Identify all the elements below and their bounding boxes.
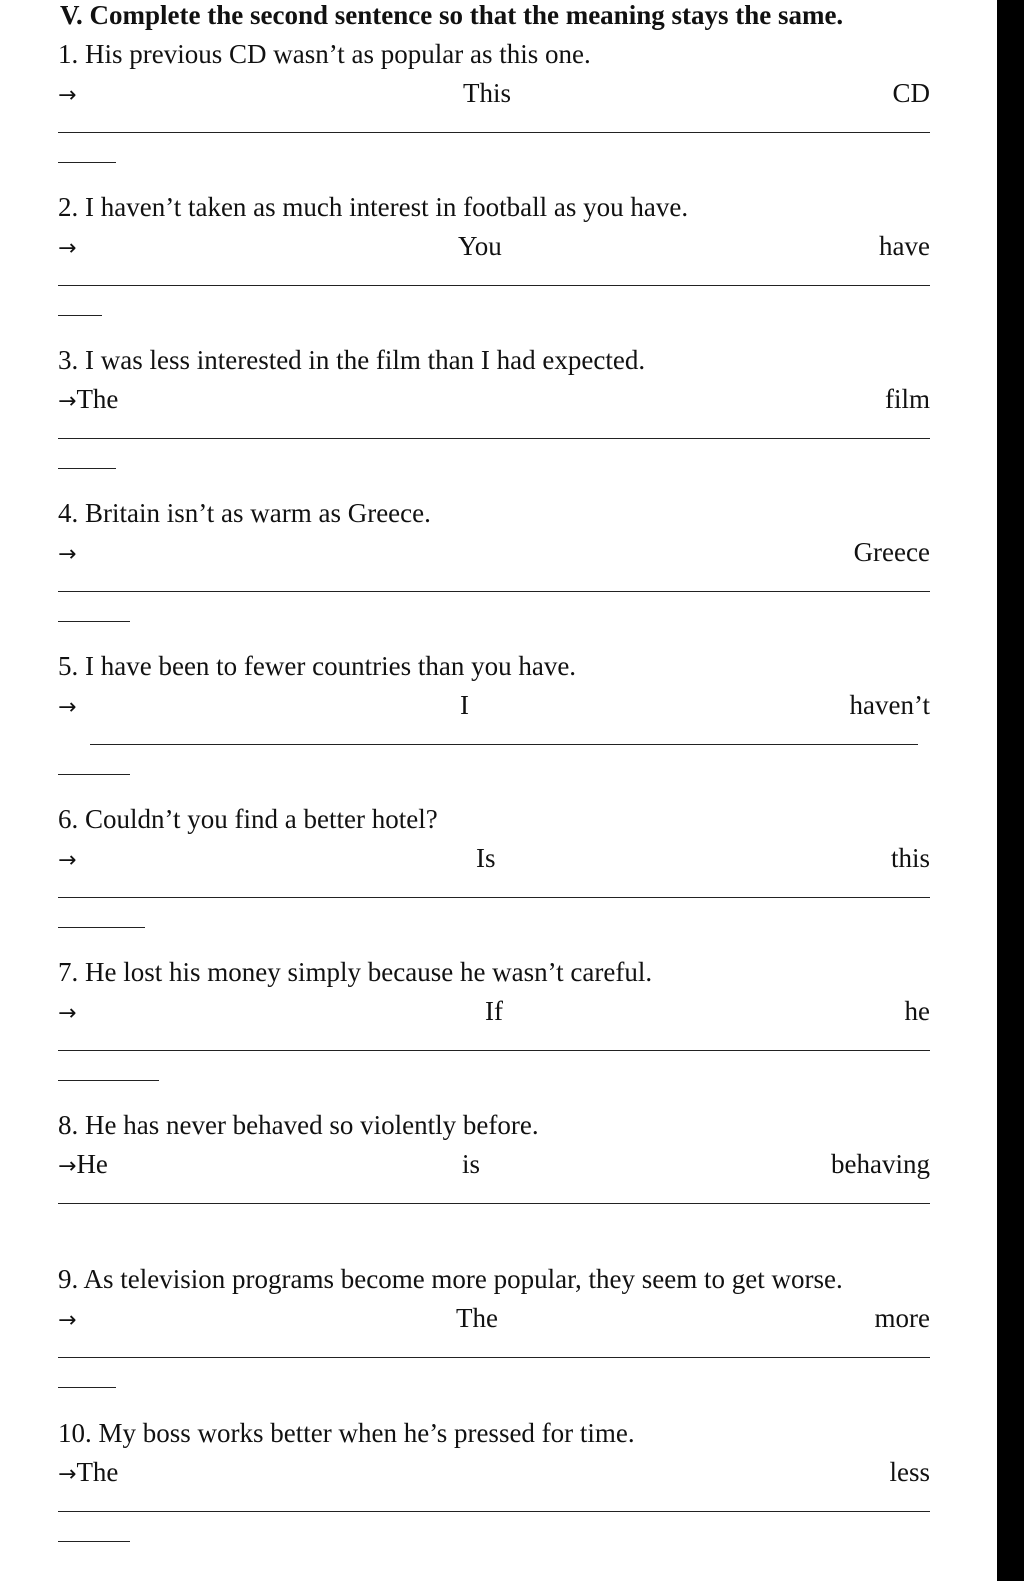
answer-cue-end: behaving — [831, 1149, 930, 1179]
arrow-icon: → — [58, 1001, 77, 1026]
question-prompt: 9. As television programs become more popular, they seem to get worse. — [58, 1264, 843, 1294]
arrow-icon: → — [58, 695, 77, 720]
answer-cue-middle: is — [462, 1149, 481, 1179]
answer-line-continuation[interactable] — [58, 621, 130, 622]
answer-line[interactable] — [58, 897, 930, 898]
answer-row — [58, 535, 938, 569]
question-prompt: 3. I was less interested in the film than I had expected. — [58, 345, 646, 375]
answer-line[interactable] — [58, 1050, 930, 1051]
arrow-icon: → — [58, 236, 77, 261]
answer-cue-end: less — [889, 1457, 930, 1487]
answer-line[interactable] — [58, 1511, 930, 1512]
answer-row — [58, 688, 938, 722]
answer-cue-end: Greece — [853, 537, 930, 567]
answer-row — [58, 1147, 938, 1181]
answer-line-continuation[interactable] — [58, 1387, 116, 1388]
answer-row — [58, 229, 938, 263]
arrow-icon: → — [58, 83, 77, 108]
answer-line-continuation[interactable] — [58, 1541, 130, 1542]
answer-line[interactable] — [58, 132, 930, 133]
question-6 — [58, 803, 938, 957]
arrow-icon: →He — [58, 1149, 108, 1179]
answer-line-continuation[interactable] — [58, 315, 102, 316]
arrow-icon: →The — [58, 384, 119, 414]
arrow-icon: → — [58, 1308, 77, 1333]
arrow-icon: →The — [58, 1457, 119, 1487]
arrow-icon: → — [58, 848, 77, 873]
answer-line[interactable] — [58, 1357, 930, 1358]
question-1 — [58, 38, 938, 192]
answer-cue-middle: This — [463, 78, 512, 108]
answer-cue-end: have — [879, 231, 930, 261]
answer-row — [58, 1301, 938, 1335]
answer-line-continuation[interactable] — [58, 162, 116, 163]
question-prompt: 8. He has never behaved so violently before. — [58, 1110, 539, 1140]
answer-cue-end: he — [904, 996, 930, 1026]
answer-cue-end: more — [874, 1303, 930, 1333]
question-9 — [58, 1263, 938, 1417]
page-edge-bar — [997, 0, 1024, 1581]
question-prompt: 4. Britain isn’t as warm as Greece. — [58, 498, 431, 528]
answer-row — [58, 382, 938, 416]
question-5 — [58, 650, 938, 804]
answer-cue-end: film — [885, 384, 930, 414]
answer-cue-middle: If — [485, 996, 503, 1026]
question-4 — [58, 497, 938, 651]
question-prompt: 2. I haven’t taken as much interest in football as you have. — [58, 192, 689, 222]
question-prompt: 10. My boss works better when he’s pressed for time. — [58, 1418, 635, 1448]
question-10 — [58, 1417, 938, 1571]
question-prompt: 6. Couldn’t you find a better hotel? — [58, 804, 438, 834]
answer-row — [58, 1455, 938, 1489]
question-prompt: 1. His previous CD wasn’t as popular as this one. — [58, 39, 591, 69]
answer-row — [58, 994, 938, 1028]
answer-line[interactable] — [90, 744, 918, 745]
question-prompt: 5. I have been to fewer countries than you have. — [58, 651, 577, 681]
question-prompt: 7. He lost his money simply because he wasn’t careful. — [58, 957, 653, 987]
question-8 — [58, 1109, 938, 1263]
answer-cue-middle: You — [458, 231, 502, 261]
answer-line[interactable] — [58, 438, 930, 439]
answer-cue-middle: I — [460, 690, 469, 720]
exercise-title: V. Complete the second sentence so that the meaning stays the same. — [60, 0, 844, 30]
answer-cue-middle: Is — [476, 843, 496, 873]
question-7 — [58, 956, 938, 1110]
answer-cue-end: CD — [892, 78, 930, 108]
question-3 — [58, 344, 938, 498]
answer-cue-middle: The — [456, 1303, 498, 1333]
answer-cue-end: haven’t — [849, 690, 930, 720]
answer-line-continuation[interactable] — [58, 468, 116, 469]
answer-row — [58, 841, 938, 875]
answer-line-continuation[interactable] — [58, 1080, 159, 1081]
answer-line-continuation[interactable] — [58, 774, 130, 775]
answer-line[interactable] — [58, 591, 930, 592]
arrow-icon: → — [58, 542, 77, 567]
answer-cue-end: this — [890, 843, 930, 873]
answer-line[interactable] — [58, 285, 930, 286]
answer-row — [58, 76, 938, 110]
answer-line-continuation[interactable] — [58, 927, 145, 928]
answer-line[interactable] — [58, 1203, 930, 1204]
question-2 — [58, 191, 938, 345]
